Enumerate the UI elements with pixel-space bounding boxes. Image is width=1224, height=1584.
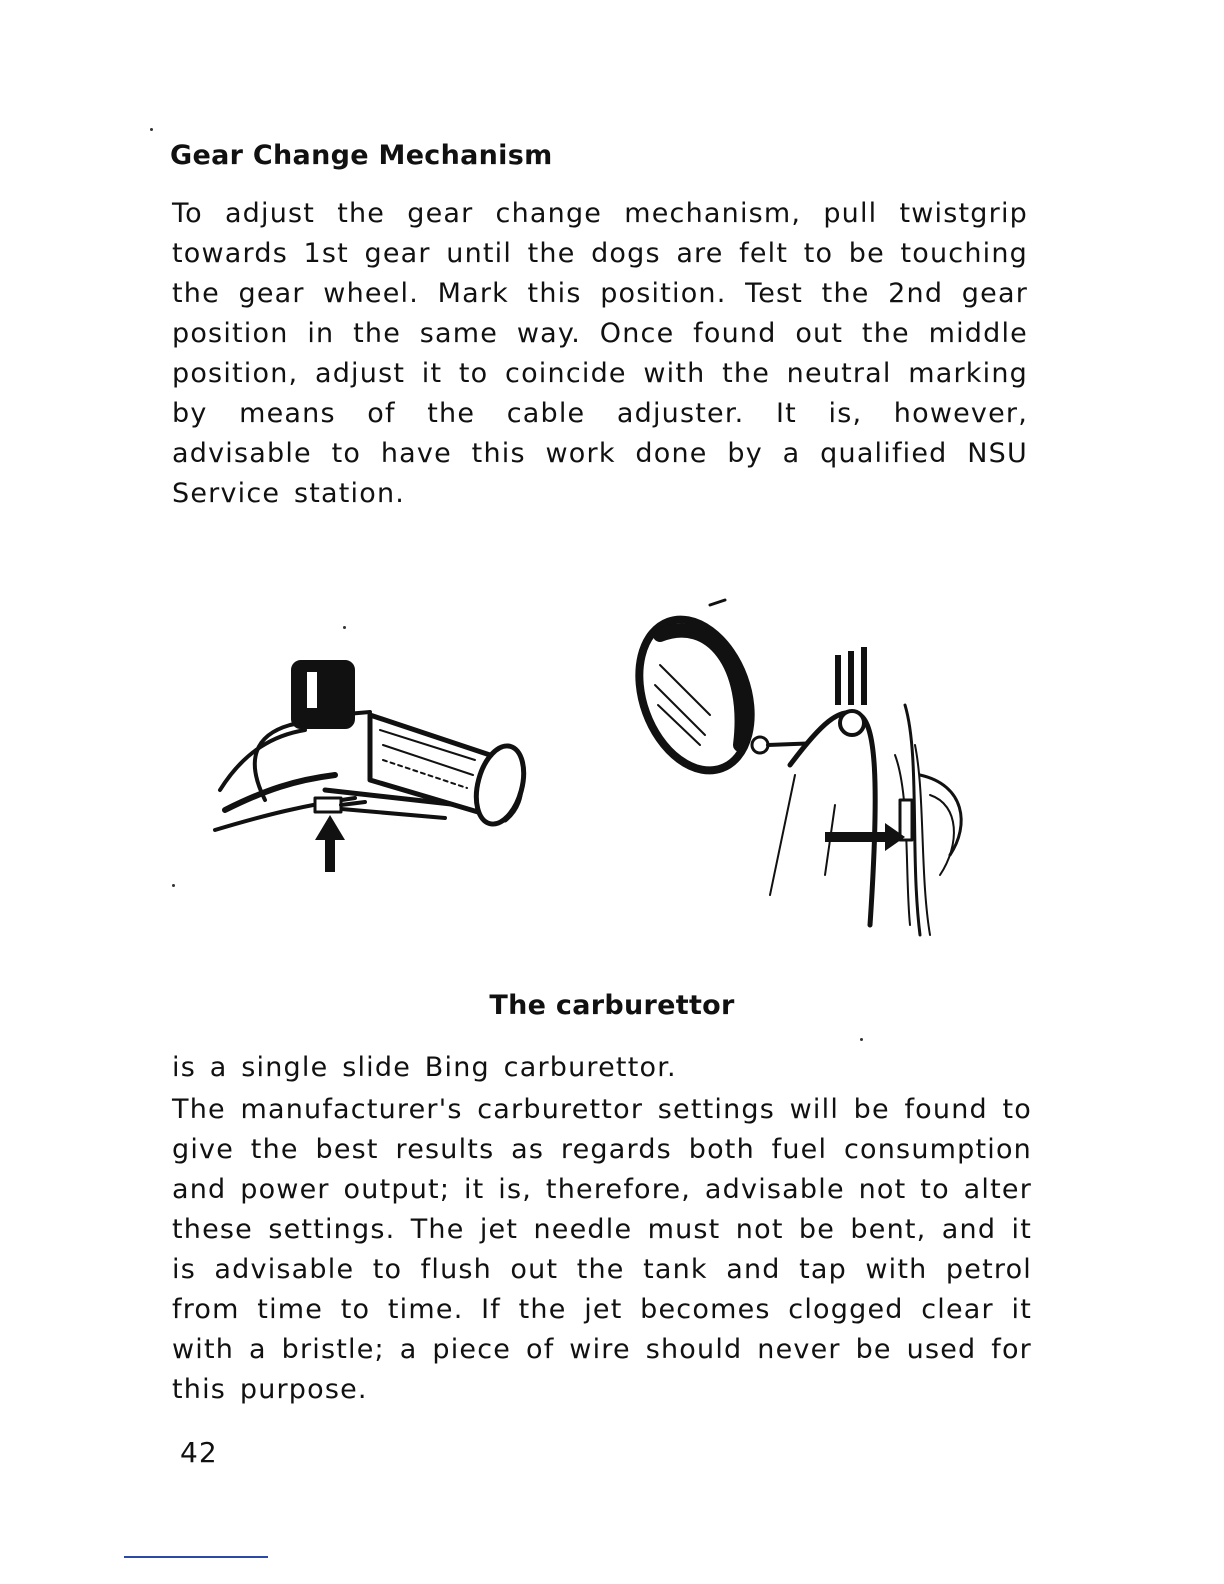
bottom-rule xyxy=(124,1556,268,1558)
adjuster-arrow-icon xyxy=(315,815,345,872)
headlamp-cable-illustration xyxy=(620,595,980,945)
gear-change-paragraph: To adjust the gear change mechanism, pull twistgrip towards 1st gear until the dogs are felt to be touching the gear wheel. Mark this position. Test the 2nd gear position in the same way. Once found out the middle position, adjust it to coincide with the neutral marking by means of the cable adjuster. It is, however, advisable to have this work done by a qualified NSU Service station. xyxy=(172,198,1028,509)
section-heading-carburettor: The carburettor xyxy=(489,990,735,1021)
carburettor-paragraph: The manufacturer's carburettor settings will be found to give the best results as regards both fuel consumption and power output; it is, therefore, advisable not to alter these settings. The jet needle must not be bent, and it is advisable to flush out the tank and tap with petrol from time to time. If the jet becomes clogged clear it with a bristle; a piece of wire should never be used for this purpose. xyxy=(172,1094,1032,1405)
speck xyxy=(150,128,153,131)
page-number: 42 xyxy=(180,1436,218,1469)
twistgrip-illustration xyxy=(205,640,545,880)
speck xyxy=(172,884,175,887)
section-heading-gear-change: Gear Change Mechanism xyxy=(170,140,553,171)
position-marker-label xyxy=(835,647,867,705)
speck xyxy=(343,626,346,629)
speck xyxy=(860,1038,863,1041)
carburettor-intro: is a single slide Bing carburettor. xyxy=(172,1052,677,1083)
